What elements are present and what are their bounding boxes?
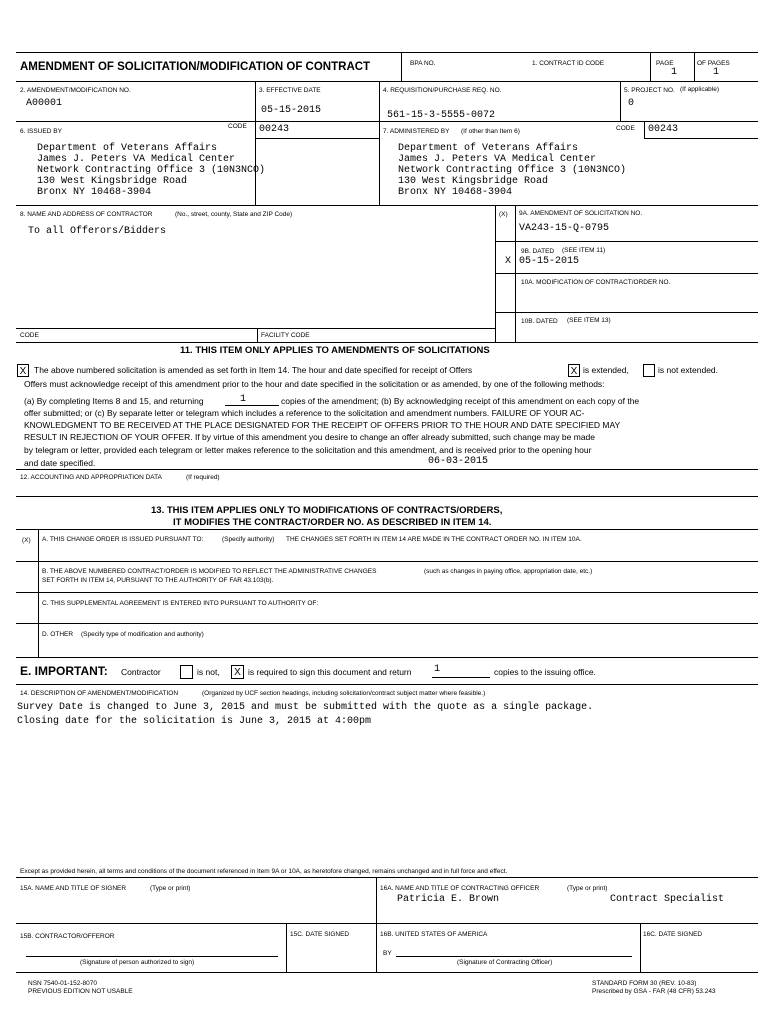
contractor-signature-line[interactable] <box>26 956 278 957</box>
item11-line2: Offers must acknowledge receipt of this amendment prior to the hour and date specified in the solicitation or as amended, by one of the following methods: <box>24 379 605 389</box>
item11-amended-checkbox[interactable]: X <box>17 364 29 377</box>
project-no-field[interactable]: 0 <box>628 98 635 109</box>
rule-important-top <box>16 657 758 658</box>
officer-signature-line[interactable] <box>396 956 632 957</box>
item11-line7: by telegram or letter, provided each telegram or letter makes reference to the solicitation and this amendment, and is received prior to the opening hour <box>24 445 592 455</box>
rule-sig-mid <box>376 877 377 972</box>
admin-code-label: CODE <box>616 125 635 132</box>
extended-label: is extended, <box>583 365 629 375</box>
rule-item13-header-bottom <box>16 529 758 530</box>
rule-x-col-left <box>495 205 496 342</box>
dated-9b-note: (SEE ITEM 11) <box>562 247 606 254</box>
rule-item14-top <box>16 684 758 685</box>
by-label: BY <box>383 950 392 957</box>
rule-13c-top <box>16 592 758 593</box>
item11-line8: and date specified. <box>24 458 96 468</box>
facility-code-label: FACILITY CODE <box>261 332 310 339</box>
signer-label: 15A. NAME AND TITLE OF SIGNER <box>20 885 127 892</box>
important-contractor: Contractor <box>121 667 161 677</box>
is-not-label: is not, <box>197 667 220 677</box>
signature-person-caption: (Signature of person authorized to sign) <box>80 959 195 966</box>
item11-line3a: (a) By completing Items 8 and 15, and returning <box>24 396 204 406</box>
item11-line1: The above numbered solicitation is amended as set forth in Item 14. The hour and date specified for receipt of Offers <box>34 365 473 375</box>
accounting-note: (If required) <box>186 474 220 481</box>
issued-code-field[interactable]: 00243 <box>259 124 290 135</box>
amendment-no-label: 2. AMENDMENT/MODIFICATION NO. <box>20 87 131 94</box>
code-label: CODE <box>20 332 39 339</box>
rule-item13-top <box>16 496 758 497</box>
return-copies-text: copies to the issuing office. <box>494 667 596 677</box>
item13-heading-2: IT MODIFIES THE CONTRACT/ORDER NO. AS DESCRIBED IN ITEM 14. <box>173 517 492 528</box>
rule-item12-top <box>16 469 758 470</box>
dated-10b-note: (SEE ITEM 13) <box>567 317 611 324</box>
rule-req-left <box>379 81 380 205</box>
item11-line6: RESULT IN REJECTION OF YOUR OFFER. If by virtue of this amendment you desire to change an offer already submitted, such change may be made <box>24 432 596 442</box>
officer-label: 16A. NAME AND TITLE OF CONTRACTING OFFICER <box>380 885 540 892</box>
item11-line3b: copies of the amendment; (b) By acknowledging receipt of this amendment on each copy of the <box>281 396 640 406</box>
rule-10b-top <box>495 312 758 313</box>
item13-a-text: A. THIS CHANGE ORDER IS ISSUED PURSUANT TO: <box>42 536 204 543</box>
issued-by-line: James J. Peters VA Medical Center <box>37 154 236 165</box>
usa-label: 16B. UNITED STATES OF AMERICA <box>380 931 488 938</box>
dated-9b-label: 9B. DATED <box>521 248 555 255</box>
rule-top <box>16 52 758 53</box>
rule-page-left <box>650 52 651 81</box>
rule-row6-bottom <box>16 205 758 206</box>
administered-by-line: James J. Peters VA Medical Center <box>398 154 597 165</box>
description-note: (Organized by UCF section headings, including solicitation/contract subject matter where feasible.) <box>202 690 486 697</box>
prescribed-text: Prescribed by GSA - FAR (48 CFR) 53.243 <box>592 988 716 995</box>
rule-16c-left <box>640 923 641 972</box>
item13-b-note: (such as changes in paying office, appropriation date, etc.) <box>424 568 593 575</box>
rule-code-row-top <box>16 328 495 329</box>
modification-10a-label: 10A. MODIFICATION OF CONTRACT/ORDER NO. <box>521 279 671 286</box>
extended-checkbox[interactable]: X <box>568 364 580 377</box>
rule-10a-top <box>495 273 758 274</box>
rule-13x-col <box>38 529 39 657</box>
rule-15c-left <box>286 923 287 972</box>
date-signed-16c-label: 16C. DATE SIGNED <box>643 931 703 938</box>
administered-by-line: Network Contracting Office 3 (10N3NCO) <box>398 165 627 176</box>
is-required-label: is required to sign this document and return <box>248 667 412 677</box>
contractor-label: 8. NAME AND ADDRESS OF CONTRACTOR <box>20 211 153 218</box>
signature-officer-caption: (Signature of Contracting Officer) <box>457 959 553 966</box>
not-extended-label: is not extended. <box>658 365 719 375</box>
dated-10b-label: 10B. DATED <box>521 318 558 325</box>
issued-by-line: 130 West Kingsbridge Road <box>37 176 188 187</box>
officer-name-field[interactable]: Patricia E. Brown <box>397 894 500 905</box>
administered-by-line: Department of Veterans Affairs <box>398 143 579 154</box>
project-no-note: (If applicable) <box>680 86 720 93</box>
standard-form-text: STANDARD FORM 30 (REV. 10-83) <box>592 980 697 987</box>
rule-item11-top <box>16 342 758 343</box>
copies-underline <box>225 405 279 406</box>
rule-15b-top <box>16 923 758 924</box>
rule-facility-left <box>257 328 258 342</box>
rule-effdate-left <box>255 81 256 205</box>
item13-d-note: (Specify type of modification and authority) <box>81 631 204 638</box>
solicitation-no-field[interactable]: VA243-15-Q-0795 <box>519 223 610 234</box>
item13-x-label: (X) <box>22 537 31 544</box>
issued-by-line: Bronx NY 10468-3904 <box>37 187 152 198</box>
x-column-label: (X) <box>499 211 508 218</box>
contractor-offeror-label: 15B. CONTRACTOR/OFFEROR <box>20 933 115 940</box>
item13-c-text: C. THIS SUPPLEMENTAL AGREEMENT IS ENTERED INTO PURSUANT TO AUTHORITY OF: <box>42 600 319 607</box>
return-copies-underline <box>432 677 490 678</box>
dated-9b-check[interactable]: X <box>505 256 512 267</box>
item13-a-note: (Specify authority) <box>222 536 275 543</box>
signer-note: (Type or print) <box>150 885 191 892</box>
item11-line5: KNOWLEDGMENT TO BE RECEIVED AT THE PLACE DESIGNATED FOR THE RECEIPT OF OFFERS PRIOR TO THE HOUR AND DATE SPECIFIED MAY <box>24 420 621 430</box>
item13-heading-1: 13. THIS ITEM APPLIES ONLY TO MODIFICATIONS OF CONTRACTS/ORDERS, <box>151 505 503 516</box>
rule-signature-top <box>16 877 758 878</box>
rule-bpa-left <box>401 52 402 81</box>
item13-d-text: D. OTHER <box>42 631 74 638</box>
project-no-label: 5. PROJECT NO. <box>624 87 675 94</box>
administered-by-label: 7. ADMINISTERED BY <box>383 128 450 135</box>
of-pages-value: 1 <box>713 67 720 78</box>
issued-by-line: Network Contracting Office 3 (10N3NCO) <box>37 165 266 176</box>
rule-footer-top <box>16 972 758 973</box>
effective-date-field[interactable]: 05-15-2015 <box>261 105 322 116</box>
rule-x-col-right <box>515 205 516 342</box>
officer-note: (Type or print) <box>567 885 608 892</box>
page-value: 1 <box>671 67 678 78</box>
rule-9b-top <box>495 241 758 242</box>
item11-date-field[interactable]: 06-03-2015 <box>428 456 489 467</box>
item13-a-text2: THE CHANGES SET FORTH IN ITEM 14 ARE MADE IN THE CONTRACT ORDER NO. IN ITEM 10A. <box>286 536 582 543</box>
contractor-note: (No., street, county, State and ZIP Code) <box>175 211 293 218</box>
item11-line4: offer submitted; or (c) By separate letter or telegram which includes a reference to the solicitation and amendment numbers. FAILURE OF YOUR AC- <box>24 408 585 418</box>
previous-edition-text: PREVIOUS EDITION NOT USABLE <box>28 988 133 995</box>
issued-code-label: CODE <box>228 123 247 130</box>
issued-by-label: 6. ISSUED BY <box>20 128 62 135</box>
rule-header-bottom <box>16 81 758 82</box>
accounting-label: 12. ACCOUNTING AND APPROPRIATION DATA <box>20 474 162 481</box>
page-label: PAGE <box>656 60 674 67</box>
requisition-label: 4. REQUISITION/PURCHASE REQ. NO. <box>383 87 502 94</box>
description-line[interactable]: Closing date for the solicitation is June 3, 2015 at 4:00pm <box>17 716 372 727</box>
administered-by-line: Bronx NY 10468-3904 <box>398 187 513 198</box>
rule-issued-code-bottom <box>255 138 379 139</box>
administered-by-note: (If other than Item 6) <box>461 128 520 135</box>
is-required-checkbox[interactable]: X <box>231 665 244 679</box>
of-pages-label: OF PAGES <box>697 60 730 67</box>
form-title: AMENDMENT OF SOLICITATION/MODIFICATION OF CONTRACT <box>20 61 371 73</box>
rule-project-left <box>620 81 621 121</box>
item13-b-text1: B. THE ABOVE NUMBERED CONTRACT/ORDER IS MODIFIED TO REFLECT THE ADMINISTRATIVE CHANGES <box>42 568 377 575</box>
description-line[interactable]: Survey Date is changed to June 3, 2015 and must be submitted with the quote as a single package. <box>17 702 594 713</box>
rule-13b-top <box>16 561 758 562</box>
effective-date-label: 3. EFFECTIVE DATE <box>259 87 321 94</box>
rule-issued-code-box <box>255 121 256 138</box>
dated-9b-field[interactable]: 05-15-2015 <box>519 256 580 267</box>
amendment-no-field[interactable]: A00001 <box>26 98 63 109</box>
contract-id-label: 1. CONTRACT ID CODE <box>532 60 605 67</box>
copies-field[interactable]: 1 <box>240 394 247 405</box>
rule-admin-code-bottom <box>644 138 758 139</box>
except-text: Except as provided herein, all terms and conditions of the document referenced in Item 9A or 10A, as heretofore changed, remains unchanged and in full force and effect. <box>20 868 508 875</box>
item13-b-text2: SET FORTH IN ITEM 14, PURSUANT TO THE AUTHORITY OF FAR 43.103(b). <box>42 577 274 584</box>
rule-admin-code-left <box>644 121 645 138</box>
nsn-text: NSN 7540-01-152-8070 <box>28 980 98 987</box>
amendment-of-solicitation-label: 9A. AMENDMENT OF SOLICITATION NO. <box>519 210 643 217</box>
return-copies-field[interactable]: 1 <box>434 664 441 675</box>
admin-code-field[interactable]: 00243 <box>648 124 679 135</box>
officer-title-field[interactable]: Contract Specialist <box>610 894 725 905</box>
requisition-field[interactable]: 561-15-3-5555-0072 <box>387 110 496 121</box>
rule-13d-top <box>16 623 758 624</box>
is-not-checkbox[interactable] <box>180 665 193 679</box>
contractor-field[interactable]: To all Offerors/Bidders <box>28 226 167 237</box>
item11-heading: 11. THIS ITEM ONLY APPLIES TO AMENDMENTS OF SOLICITATIONS <box>180 345 490 356</box>
important-label: E. IMPORTANT: <box>20 664 108 678</box>
rule-ofpages-left <box>694 52 695 81</box>
issued-by-line: Department of Veterans Affairs <box>37 143 218 154</box>
not-extended-checkbox[interactable] <box>643 364 655 377</box>
administered-by-line: 130 West Kingsbridge Road <box>398 176 549 187</box>
rule-row2-bottom <box>16 121 758 122</box>
description-label: 14. DESCRIPTION OF AMENDMENT/MODIFICATION <box>20 690 179 697</box>
date-signed-15c-label: 15C. DATE SIGNED <box>290 931 350 938</box>
bpa-label: BPA NO. <box>410 60 436 67</box>
